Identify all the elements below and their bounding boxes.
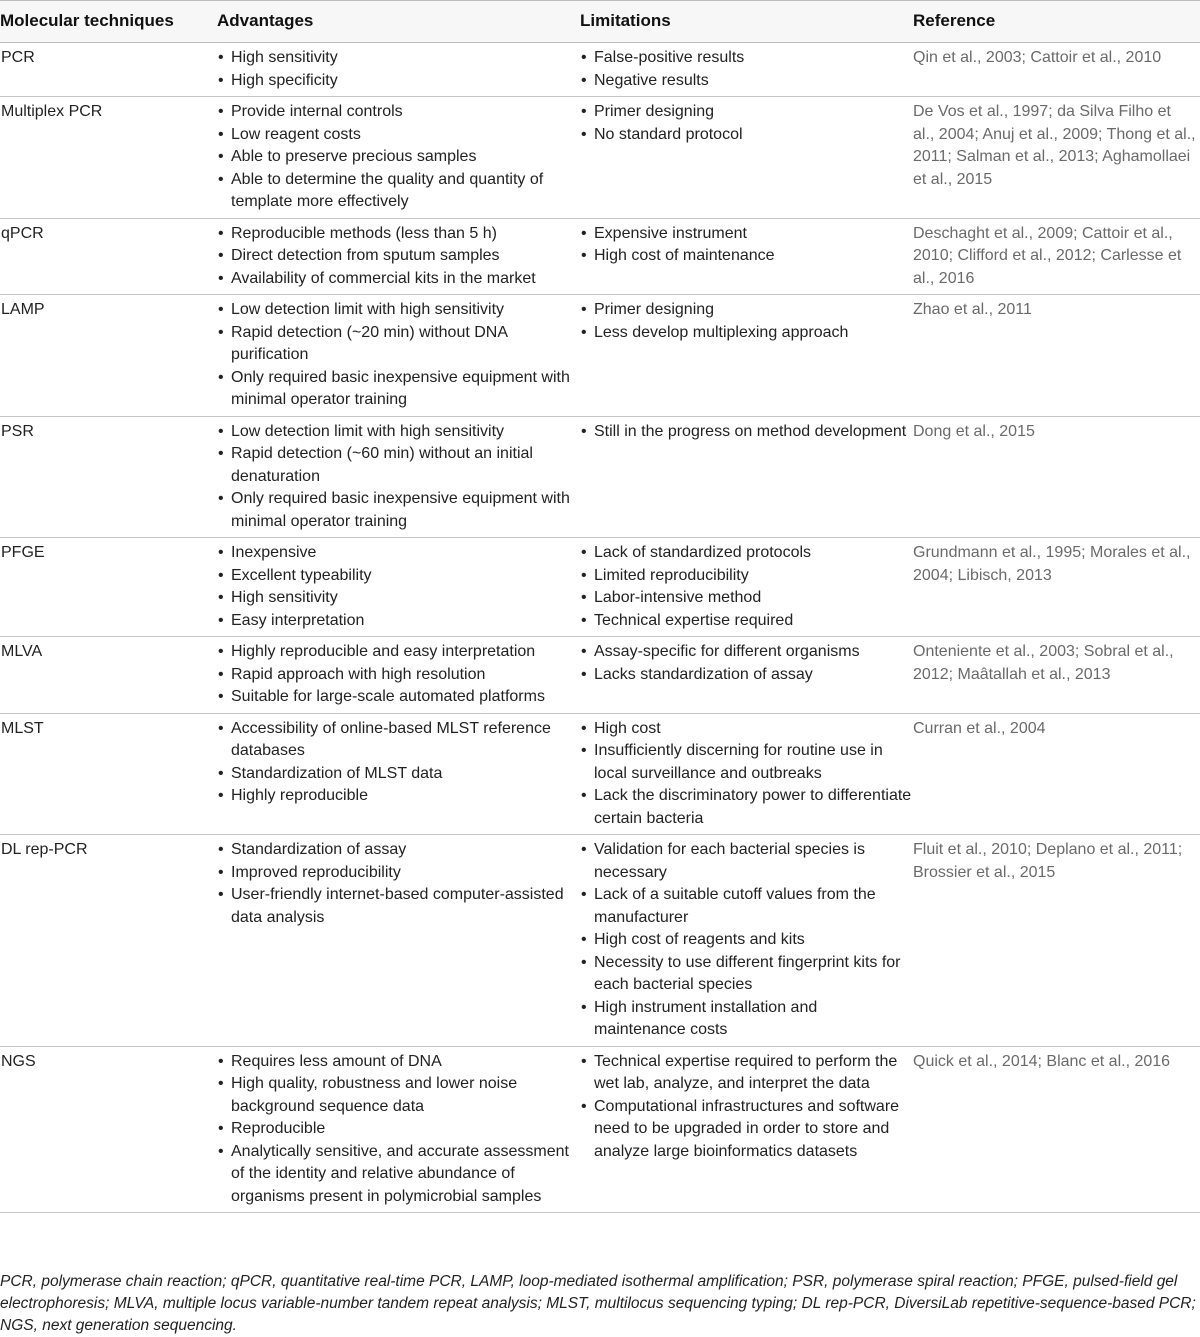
advantage-item: • High sensitivity (217, 587, 580, 610)
technique-cell: DL rep-PCR (0, 835, 217, 1047)
advantage-item: • Easy interpretation (217, 610, 580, 633)
reference-cell: Dong et al., 2015 (913, 416, 1200, 538)
advantage-item: • Improved reproducibility (217, 862, 580, 885)
advantage-item: • Only required basic inexpensive equipment with minimal operator training (217, 488, 580, 533)
limitation-item: • Technical expertise required to perform the wet lab, analyze, and interpret the data (580, 1051, 913, 1096)
limitations-list (580, 101, 913, 146)
limitation-item: • No standard protocol (580, 124, 913, 147)
table-row (0, 713, 1200, 835)
limitation-item: • High cost (580, 718, 913, 741)
advantages-list (217, 641, 580, 709)
limitations-list (580, 47, 913, 92)
limitations-cell (580, 637, 913, 714)
limitation-item: • Still in the progress on method development (580, 421, 913, 444)
technique-cell: qPCR (0, 218, 217, 295)
limitation-item: • High instrument installation and maintenance costs (580, 997, 913, 1042)
advantages-list (217, 542, 580, 632)
reference-cell: Curran et al., 2004 (913, 713, 1200, 835)
advantage-item: • Rapid detection (~60 min) without an initial denaturation (217, 443, 580, 488)
advantage-item: • Low detection limit with high sensitivity (217, 421, 580, 444)
reference-cell: Qin et al., 2003; Cattoir et al., 2010 (913, 43, 1200, 97)
limitations-cell (580, 43, 913, 97)
advantage-item: • Accessibility of online-based MLST reference databases (217, 718, 580, 763)
reference-cell: Fluit et al., 2010; Deplano et al., 2011; Brossier et al., 2015 (913, 835, 1200, 1047)
reference-cell: De Vos et al., 1997; da Silva Filho et al., 2004; Anuj et al., 2009; Thong et al., 2011; Salman et al., 2013; Aghamollaei et al., 2015 (913, 97, 1200, 219)
advantage-item: • Direct detection from sputum samples (217, 245, 580, 268)
advantage-item: • Standardization of assay (217, 839, 580, 862)
limitation-item: • Lacks standardization of assay (580, 664, 913, 687)
limitation-item: • Limited reproducibility (580, 565, 913, 588)
limitation-item: • Labor-intensive method (580, 587, 913, 610)
advantage-item: • High specificity (217, 70, 580, 93)
header-advantages: Advantages (217, 1, 580, 43)
table-row (0, 1046, 1200, 1213)
limitations-list (580, 421, 913, 444)
header-row (0, 1, 1200, 43)
table-row (0, 538, 1200, 637)
advantage-item: • Suitable for large-scale automated platforms (217, 686, 580, 709)
technique-cell: NGS (0, 1046, 217, 1213)
limitation-item: • High cost of maintenance (580, 245, 913, 268)
advantage-item: • Rapid approach with high resolution (217, 664, 580, 687)
limitation-item: • Less develop multiplexing approach (580, 322, 913, 345)
limitations-list (580, 542, 913, 632)
limitations-list (580, 718, 913, 831)
limitations-list (580, 1051, 913, 1164)
technique-cell: MLVA (0, 637, 217, 714)
advantage-item: • Excellent typeability (217, 565, 580, 588)
advantages-cell (217, 416, 580, 538)
advantage-item: • Highly reproducible and easy interpretation (217, 641, 580, 664)
advantages-list (217, 299, 580, 412)
technique-cell: PCR (0, 43, 217, 97)
limitation-item: • Primer designing (580, 101, 913, 124)
advantage-item: • Requires less amount of DNA (217, 1051, 580, 1074)
table-row (0, 97, 1200, 219)
limitations-list (580, 299, 913, 344)
header-reference: Reference (913, 1, 1200, 43)
limitations-cell (580, 416, 913, 538)
limitations-list (580, 839, 913, 1042)
advantages-list (217, 223, 580, 291)
advantages-list (217, 47, 580, 92)
limitations-cell (580, 218, 913, 295)
table-body (0, 43, 1200, 1213)
advantage-item: • Able to determine the quality and quantity of template more effectively (217, 169, 580, 214)
advantage-item: • Low detection limit with high sensitivity (217, 299, 580, 322)
advantage-item: • Standardization of MLST data (217, 763, 580, 786)
limitation-item: • Negative results (580, 70, 913, 93)
advantages-cell (217, 713, 580, 835)
limitation-item: • Primer designing (580, 299, 913, 322)
limitation-item: • Lack of a suitable cutoff values from the manufacturer (580, 884, 913, 929)
advantage-item: • Analytically sensitive, and accurate assessment of the identity and relative abundance of organisms present in polymicrobial samples (217, 1141, 580, 1209)
advantages-list (217, 421, 580, 534)
advantage-item: • High sensitivity (217, 47, 580, 70)
advantages-cell (217, 1046, 580, 1213)
technique-cell: LAMP (0, 295, 217, 417)
advantages-cell (217, 835, 580, 1047)
reference-cell: Deschaght et al., 2009; Cattoir et al., 2010; Clifford et al., 2012; Carlesse et al., 2016 (913, 218, 1200, 295)
limitation-item: • Assay-specific for different organisms (580, 641, 913, 664)
table-row (0, 295, 1200, 417)
advantages-cell (217, 218, 580, 295)
advantages-list (217, 839, 580, 929)
reference-cell: Zhao et al., 2011 (913, 295, 1200, 417)
advantage-item: • High quality, robustness and lower noise background sequence data (217, 1073, 580, 1118)
limitations-cell (580, 713, 913, 835)
technique-cell: MLST (0, 713, 217, 835)
limitation-item: • Lack of standardized protocols (580, 542, 913, 565)
technique-cell: PFGE (0, 538, 217, 637)
limitation-item: • Lack the discriminatory power to differentiate certain bacteria (580, 785, 913, 830)
advantages-cell (217, 295, 580, 417)
limitations-cell (580, 538, 913, 637)
advantages-list (217, 718, 580, 808)
advantages-list (217, 101, 580, 214)
limitation-item: • Necessity to use different fingerprint kits for each bacterial species (580, 952, 913, 997)
limitation-item: • High cost of reagents and kits (580, 929, 913, 952)
limitations-list (580, 223, 913, 268)
advantage-item: • User-friendly internet-based computer-assisted data analysis (217, 884, 580, 929)
advantage-item: • Highly reproducible (217, 785, 580, 808)
reference-cell: Grundmann et al., 1995; Morales et al., 2004; Libisch, 2013 (913, 538, 1200, 637)
advantages-cell (217, 43, 580, 97)
limitations-cell (580, 1046, 913, 1213)
limitations-list (580, 641, 913, 686)
technique-cell: PSR (0, 416, 217, 538)
limitation-item: • Validation for each bacterial species is necessary (580, 839, 913, 884)
limitation-item: • Insufficiently discerning for routine use in local surveillance and outbreaks (580, 740, 913, 785)
limitation-item: • Computational infrastructures and software need to be upgraded in order to store and analyze large bioinformatics datasets (580, 1096, 913, 1164)
limitations-cell (580, 97, 913, 219)
limitations-cell (580, 295, 913, 417)
advantages-cell (217, 637, 580, 714)
reference-cell: Onteniente et al., 2003; Sobral et al., 2012; Maâtallah et al., 2013 (913, 637, 1200, 714)
table-row (0, 637, 1200, 714)
advantage-item: • Reproducible (217, 1118, 580, 1141)
table-row (0, 416, 1200, 538)
table-row (0, 835, 1200, 1047)
limitation-item: • False-positive results (580, 47, 913, 70)
advantage-item: • Low reagent costs (217, 124, 580, 147)
table-footnote: PCR, polymerase chain reaction; qPCR, quantitative real-time PCR, LAMP, loop-mediated isothermal amplification; PSR, polymerase spiral reaction; PFGE, pulsed-field gel electrophoresis; MLVA, multiple locus variable-number tandem repeat analysis; MLST, multilocus sequencing typing; DL rep-PCR, DiversiLab repetitive-sequence-based PCR; NGS, next generation sequencing. (0, 1273, 1196, 1334)
limitation-item: • Technical expertise required (580, 610, 913, 633)
table-row (0, 43, 1200, 97)
advantage-item: • Only required basic inexpensive equipment with minimal operator training (217, 367, 580, 412)
advantages-cell (217, 97, 580, 219)
advantage-item: • Inexpensive (217, 542, 580, 565)
advantage-item: • Rapid detection (~20 min) without DNA purification (217, 322, 580, 367)
limitations-cell (580, 835, 913, 1047)
table-row (0, 218, 1200, 295)
limitation-item: • Expensive instrument (580, 223, 913, 246)
advantage-item: • Provide internal controls (217, 101, 580, 124)
header-limitations: Limitations (580, 1, 913, 43)
table-header (0, 1, 1200, 43)
header-techniques: Molecular techniques (0, 1, 217, 43)
advantage-item: • Reproducible methods (less than 5 h) (217, 223, 580, 246)
advantage-item: • Availability of commercial kits in the market (217, 268, 580, 291)
advantages-cell (217, 538, 580, 637)
advantages-list (217, 1051, 580, 1209)
advantage-item: • Able to preserve precious samples (217, 146, 580, 169)
technique-cell: Multiplex PCR (0, 97, 217, 219)
reference-cell: Quick et al., 2014; Blanc et al., 2016 (913, 1046, 1200, 1213)
